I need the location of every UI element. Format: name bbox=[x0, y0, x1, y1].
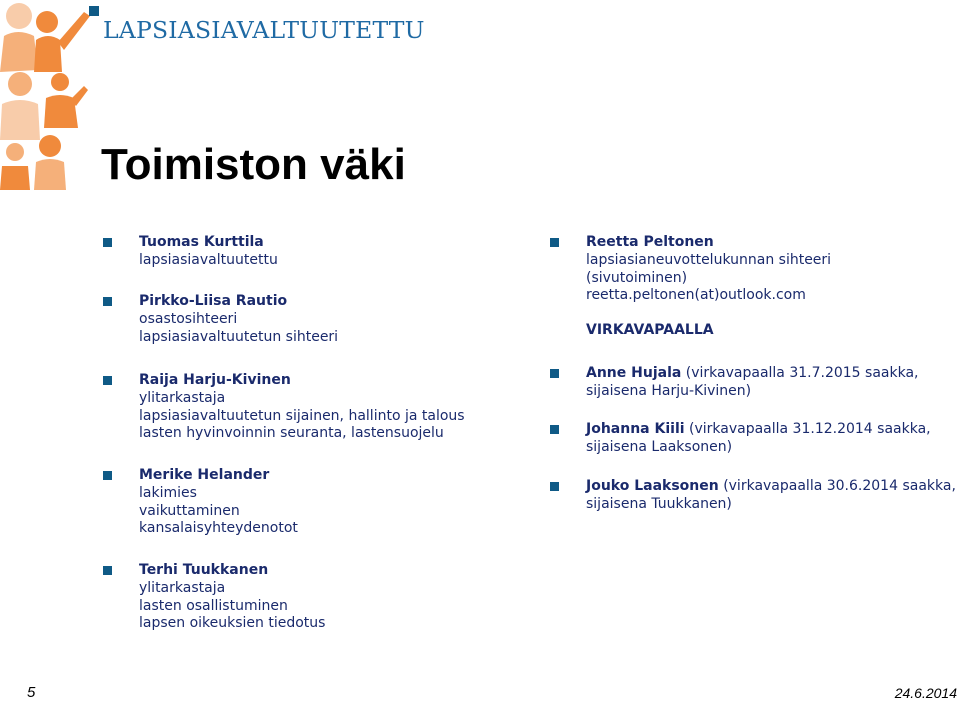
staff-role: (sivutoiminen) bbox=[586, 269, 688, 286]
logo-body bbox=[0, 32, 38, 72]
staff-member-on-leave bbox=[586, 421, 931, 457]
staff-role: lapsiasianeuvottelukunnan sihteeri bbox=[586, 251, 832, 268]
slide-date: 24.6.2014 bbox=[894, 685, 957, 701]
bullet-icon bbox=[103, 471, 112, 480]
bullet-icon bbox=[550, 482, 559, 491]
logo-head bbox=[36, 11, 58, 33]
staff-member bbox=[586, 234, 831, 305]
staff-role: kansalaisyhteydenotot bbox=[139, 520, 298, 537]
leave-substitute: sijaisena Tuukkanen) bbox=[586, 495, 732, 512]
staff-role: vaikuttaminen bbox=[139, 502, 240, 519]
bullet-icon bbox=[103, 238, 112, 247]
staff-name: Merike Helander bbox=[139, 467, 270, 483]
logo-head bbox=[8, 72, 32, 96]
staff-role: lasten hyvinvoinnin seuranta, lastensuojelu bbox=[139, 425, 444, 442]
staff-member bbox=[139, 234, 278, 270]
staff-name: Johanna Kiili bbox=[586, 421, 685, 437]
staff-name: Tuomas Kurttila bbox=[139, 234, 264, 250]
staff-role: lapsiasiavaltuutettu bbox=[139, 251, 278, 268]
logo-body bbox=[34, 36, 62, 72]
staff-role: ylitarkastaja bbox=[139, 389, 226, 406]
leave-detail: (virkavapaalla 30.6.2014 saakka, bbox=[723, 478, 956, 494]
leave-substitute: sijaisena Harju-Kivinen) bbox=[586, 382, 752, 399]
leave-detail: (virkavapaalla 31.7.2015 saakka, bbox=[685, 365, 919, 381]
staff-member-on-leave bbox=[586, 478, 956, 514]
staff-role: lapsiasiavaltuutetun sihteeri bbox=[139, 328, 339, 345]
leave-detail: (virkavapaalla 31.12.2014 saakka, bbox=[689, 421, 931, 437]
staff-member-on-leave bbox=[586, 365, 918, 401]
staff-member bbox=[139, 372, 465, 443]
bullet-icon bbox=[103, 376, 112, 385]
staff-name: Anne Hujala bbox=[586, 365, 682, 381]
staff-member bbox=[139, 562, 325, 633]
logo-body bbox=[34, 159, 66, 190]
logo-body bbox=[0, 100, 40, 140]
bullet-icon bbox=[550, 425, 559, 434]
logo-head bbox=[6, 143, 24, 161]
bullet-icon bbox=[103, 566, 112, 575]
staff-member bbox=[139, 293, 338, 346]
slide-number: 5 bbox=[27, 684, 36, 701]
logo-head bbox=[51, 73, 69, 91]
bullet-icon bbox=[103, 297, 112, 306]
staff-name: Terhi Tuukkanen bbox=[139, 562, 269, 578]
bullet-icon bbox=[550, 369, 559, 378]
logo-head bbox=[39, 135, 61, 157]
logo-body bbox=[0, 166, 30, 190]
staff-name: Jouko Laaksonen bbox=[586, 478, 719, 494]
logo-arm bbox=[58, 12, 90, 50]
staff-role: lapsiasiavaltuutetun sijainen, hallinto ja talous bbox=[139, 407, 465, 424]
staff-role: osastosihteeri bbox=[139, 310, 238, 327]
staff-role: lakimies bbox=[139, 484, 197, 501]
logo-head bbox=[6, 3, 32, 29]
staff-email: reetta.peltonen(at)outlook.com bbox=[586, 287, 806, 304]
page-title: Toimiston väki bbox=[101, 140, 406, 189]
staff-name: Raija Harju-Kivinen bbox=[139, 372, 291, 388]
staff-role: lapsen oikeuksien tiedotus bbox=[139, 615, 326, 632]
logo-figures-icon bbox=[0, 0, 100, 190]
logo-square bbox=[89, 6, 99, 16]
staff-member bbox=[139, 467, 298, 538]
staff-name: Pirkko-Liisa Rautio bbox=[139, 293, 288, 309]
bullet-icon bbox=[550, 238, 559, 247]
leave-heading: VIRKAVAPAALLA bbox=[586, 322, 714, 338]
leave-substitute: sijaisena Laaksonen) bbox=[586, 438, 733, 455]
staff-role: lasten osallistuminen bbox=[139, 597, 288, 614]
staff-name: Reetta Peltonen bbox=[586, 234, 714, 250]
staff-role: ylitarkastaja bbox=[139, 579, 226, 596]
logo-text: LAPSIASIAVALTUUTETTU bbox=[103, 16, 425, 44]
